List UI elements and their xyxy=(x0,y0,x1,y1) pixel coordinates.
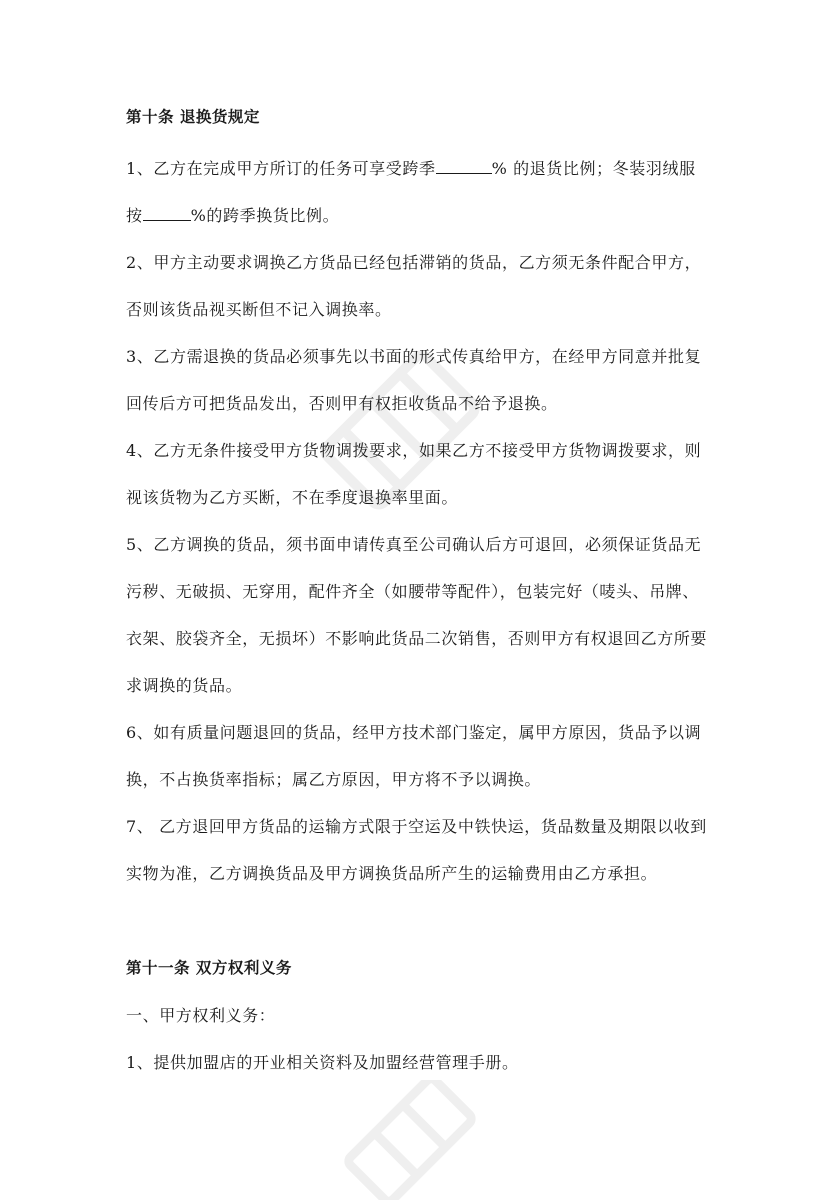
clause-2-line-1: 2、甲方主动要求调换乙方货品已经包括滞销的货品，乙方须无条件配合甲方， xyxy=(126,253,702,272)
clause-1-line-2 xyxy=(126,203,339,226)
clause-6-line-2: 换，不占换货率指标；属乙方原因，甲方将不予以调换。 xyxy=(126,770,542,789)
clause-5-line-2: 污秽、无破损、无穿用，配件齐全（如腰带等配件），包装完好（唛头、吊牌、 xyxy=(126,582,700,601)
clause-4-line-1: 4、乙方无条件接受甲方货物调拨要求，如果乙方不接受甲方货物调拨要求，则 xyxy=(126,441,702,460)
clause-3-line-1: 3、乙方需退换的货品必须事先以书面的形式传真给甲方，在经甲方同意并批复 xyxy=(126,347,702,366)
clause-1-text-c: 按 xyxy=(126,206,143,225)
section-11-title: 第十一条 双方权利义务 xyxy=(126,958,292,977)
watermark-logo-bottom xyxy=(330,1080,490,1200)
clause-5-line-1: 5、乙方调换的货品，须书面申请传真至公司确认后方可退回，必须保证货品无 xyxy=(126,535,702,554)
clause-1-text-d: %的跨季换货比例。 xyxy=(190,206,340,225)
clause-5-line-4: 求调换的货品。 xyxy=(126,676,243,695)
blank-field-1 xyxy=(436,157,492,174)
section-11-item-1: 1、提供加盟店的开业相关资料及加盟经营管理手册。 xyxy=(126,1053,519,1072)
clause-7-line-1: 7、 乙方退回甲方货品的运输方式限于空运及中铁快运，货品数量及期限以收到 xyxy=(126,817,707,836)
section-11-subheading: 一、甲方权利义务： xyxy=(126,1006,276,1025)
clause-1-text-b: % 的退货比例；冬装羽绒服 xyxy=(491,159,696,178)
section-10-title: 第十条 退换货规定 xyxy=(126,107,260,126)
clause-7-line-2: 实物为准，乙方调换货品及甲方调换货品所产生的运输费用由乙方承担。 xyxy=(126,864,658,883)
clause-5-line-3: 衣架、胶袋齐全，无损坏）不影响此货品二次销售，否则甲方有权退回乙方所要 xyxy=(126,629,708,648)
blank-field-2 xyxy=(143,204,191,221)
clause-3-line-2: 回传后方可把货品发出，否则甲有权拒收货品不给予退换。 xyxy=(126,394,558,413)
clause-1-text-a: 1、乙方在完成甲方所订的任务可享受跨季 xyxy=(126,159,436,178)
clause-6-line-1: 6、如有质量问题退回的货品，经甲方技术部门鉴定，属甲方原因，货品予以调 xyxy=(126,723,702,742)
clause-1-line-1 xyxy=(126,156,696,179)
clause-2-line-2: 否则该货品视买断但不记入调换率。 xyxy=(126,300,392,319)
clause-4-line-2: 视该货物为乙方买断，不在季度退换率里面。 xyxy=(126,488,459,507)
